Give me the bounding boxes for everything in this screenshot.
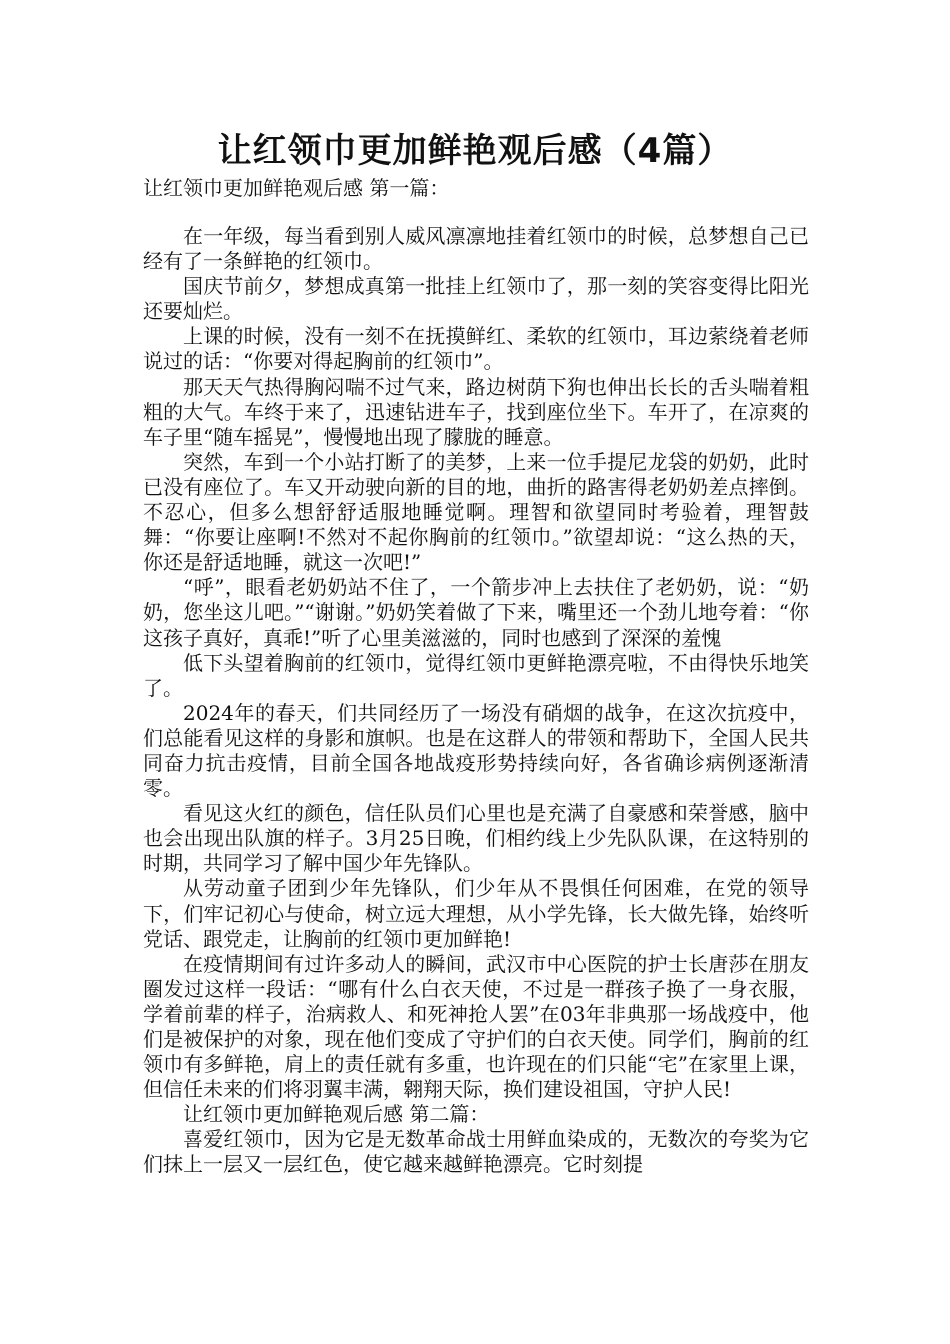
paragraph: “呼”，眼看老奶奶站不住了，一个箭步冲上去扶住了老奶奶，说：“奶奶，您坐这儿吧。”“谢谢。”奶奶笑着做了下来，嘴里还一个劲儿地夸着：“你这孩子真好，真乖!”听了心里美滋滋的，同时也感到了深深的羞愧 (143, 575, 809, 650)
paragraph: 在疫情期间有过许多动人的瞬间，武汉市中心医院的护士长唐莎在朋友圈发过这样一段话：“哪有什么白衣天使，不过是一群孩子换了一身衣服，学着前辈的样子，治病救人、和死神抢人罢”在03年非典那一场战疫中，他们是被保护的对象，现在他们变成了守护们的白衣天使。同学们，胸前的红领巾有多鲜艳，肩上的责任就有多重，也许现在的们只能“宅”在家里上课，但信任未来的们将羽翼丰满，翱翔天际，换们建设祖国，守护人民! (143, 951, 809, 1102)
paragraph: 2024年的春天，们共同经历了一场没有硝烟的战争，在这次抗疫中，们总能看见这样的身影和旗帜。也是在这群人的带领和帮助下，全国人民共同奋力抗击疫情，目前全国各地战疫形势持续向好，各省确诊病例逐渐清零。 (143, 700, 809, 801)
paragraph: 从劳动童子团到少年先锋队，们少年从不畏惧任何困难，在党的领导下，们牢记初心与使命，树立远大理想，从小学先锋，长大做先锋，始终听党话、跟党走，让胸前的红领巾更加鲜艳! (143, 876, 809, 951)
paragraph: 国庆节前夕，梦想成真第一批挂上红领巾了，那一刻的笑容变得比阳光还要灿烂。 (143, 274, 809, 324)
paragraph: 在一年级，每当看到别人威风凛凛地挂着红领巾的时候，总梦想自己已经有了一条鲜艳的红领巾。 (143, 224, 809, 274)
section-heading-first: 让红领巾更加鲜艳观后感 第一篇： (143, 176, 450, 200)
paragraph: 低下头望着胸前的红领巾，觉得红领巾更鲜艳漂亮啦，不由得快乐地笑了。 (143, 650, 809, 700)
section-heading-second: 让红领巾更加鲜艳观后感 第二篇： (183, 1102, 490, 1127)
paragraph: 那天天气热得胸闷喘不过气来，路边树荫下狗也伸出长长的舌头喘着粗粗的大气。车终于来了，迅速钻进车子，找到座位坐下。车开了，在凉爽的车子里“随车摇晃”，慢慢地出现了朦胧的睡意。 (143, 374, 809, 449)
paragraph: 突然，车到一个小站打断了的美梦，上来一位手提尼龙袋的奶奶，此时已没有座位了。车又开动驶向新的目的地，曲折的路害得老奶奶差点摔倒。不忍心，但多么想舒舒适服地睡觉啊。理智和欲望同时考验着，理智鼓舞：“你要让座啊!不然对不起你胸前的红领巾。”欲望却说：“这么热的天，你还是舒适地睡，就这一次吧!” (143, 449, 809, 575)
paragraph: 看见这火红的颜色，信任队员们心里也是充满了自豪感和荣誉感，脑中也会出现出队旗的样子。3月25日晚，们相约线上少先队队课，在这特别的时期，共同学习了解中国少年先锋队。 (143, 801, 809, 876)
paragraph: 上课的时候，没有一刻不在抚摸鲜红、柔软的红领巾，耳边萦绕着老师说过的话：“你要对得起胸前的红领巾”。 (143, 324, 809, 374)
document-body (143, 224, 809, 1178)
document-title: 让红领巾更加鲜艳观后感（4篇） (217, 131, 733, 171)
paragraph: 喜爱红领巾，因为它是无数革命战士用鲜血染成的，无数次的夸奖为它们抹上一层又一层红色，使它越来越鲜艳漂亮。它时刻提 (143, 1127, 809, 1177)
